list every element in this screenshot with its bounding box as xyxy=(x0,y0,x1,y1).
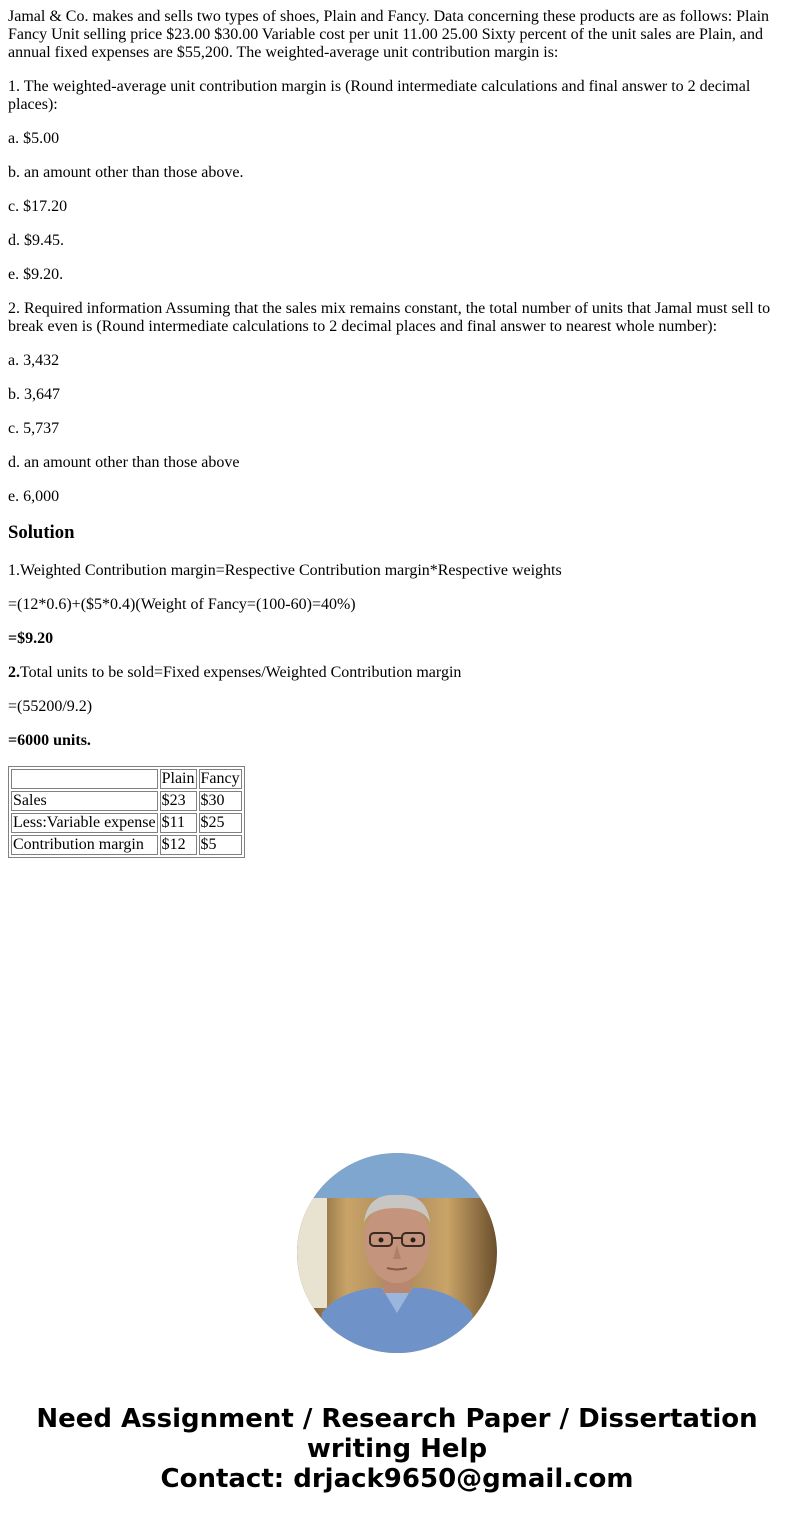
question-2: 2. Required information Assuming that the sales mix remains constant, the total number of units that Jamal must sell to break even is (Round intermediate calculations to 2 decimal places and final answer to nearest whole number): xyxy=(8,300,771,335)
solution-answer-1-text: =$9.20 xyxy=(8,630,54,647)
q2-option-b: b. 3,647 xyxy=(8,386,60,403)
table-cell: $23 xyxy=(160,791,197,811)
document-body xyxy=(8,8,778,858)
q1-option-b: b. an amount other than those above. xyxy=(8,164,244,181)
q1-option-a: a. $5.00 xyxy=(8,130,60,147)
table-cell: $30 xyxy=(199,791,242,811)
table-row xyxy=(11,835,242,855)
solution-line-4-text: Total units to be sold=Fixed expenses/Weighted Contribution margin xyxy=(20,664,462,681)
solution-heading: Solution xyxy=(8,522,75,543)
question-1: 1. The weighted-average unit contribution margin is (Round intermediate calculations and final answer to 2 decimal places): xyxy=(8,78,751,113)
contribution-margin-table xyxy=(8,766,245,858)
q2-option-e: e. 6,000 xyxy=(8,488,60,505)
solution-answer-2 xyxy=(8,732,778,750)
table-cell: $11 xyxy=(160,813,197,833)
table-cell: Sales xyxy=(11,791,158,811)
table-cell: $12 xyxy=(160,835,197,855)
promo-line-2: writing Help xyxy=(306,1434,488,1464)
table-cell: $25 xyxy=(199,813,242,833)
table-header-cell: Fancy xyxy=(200,770,240,787)
solution-line-1: 1.Weighted Contribution margin=Respective Contribution margin*Respective weights xyxy=(8,562,562,579)
q2-option-d: d. an amount other than those above xyxy=(8,454,240,471)
question-intro: Jamal & Co. makes and sells two types of shoes, Plain and Fancy. Data concerning these products are as follows: Plain Fancy Unit selling price $23.00 $30.00 Variable cost per unit 11.00 25.00 Sixty percent of the unit sales are Plain, and annual fixed expenses are $55,200. The weighted-average unit contribution margin is: xyxy=(8,8,770,61)
promo-line-1: Need Assignment / Research Paper / Dissertation xyxy=(36,1404,758,1434)
author-photo xyxy=(297,1153,497,1353)
q1-option-d: d. $9.45. xyxy=(8,232,64,249)
author-photo-illustration xyxy=(297,1153,497,1353)
q1-option-e: e. $9.20. xyxy=(8,266,64,283)
solution-answer-2-text: =6000 units. xyxy=(8,732,91,749)
table-row xyxy=(11,813,242,833)
table-header-row xyxy=(11,769,242,789)
table-cell: $5 xyxy=(199,835,242,855)
solution-line-4 xyxy=(8,664,778,682)
solution-line-2: =(12*0.6)+($5*0.4)(Weight of Fancy=(100-60)=40%) xyxy=(8,596,356,613)
solution-answer-1 xyxy=(8,630,778,648)
q1-option-c: c. $17.20 xyxy=(8,198,68,215)
q2-option-c: c. 5,737 xyxy=(8,420,60,437)
table-row xyxy=(11,791,242,811)
table-cell: Less:Variable expense xyxy=(13,814,156,831)
promo-banner xyxy=(0,1404,794,1494)
promo-contact: Contact: drjack9650@gmail.com xyxy=(160,1464,634,1494)
solution-line-5: =(55200/9.2) xyxy=(8,698,93,715)
table-cell: Contribution margin xyxy=(11,835,158,855)
q2-option-a: a. 3,432 xyxy=(8,352,60,369)
solution-part-2-number: 2. xyxy=(8,664,20,681)
table-header-cell: Plain xyxy=(161,770,195,787)
table-header-cell xyxy=(11,769,158,789)
